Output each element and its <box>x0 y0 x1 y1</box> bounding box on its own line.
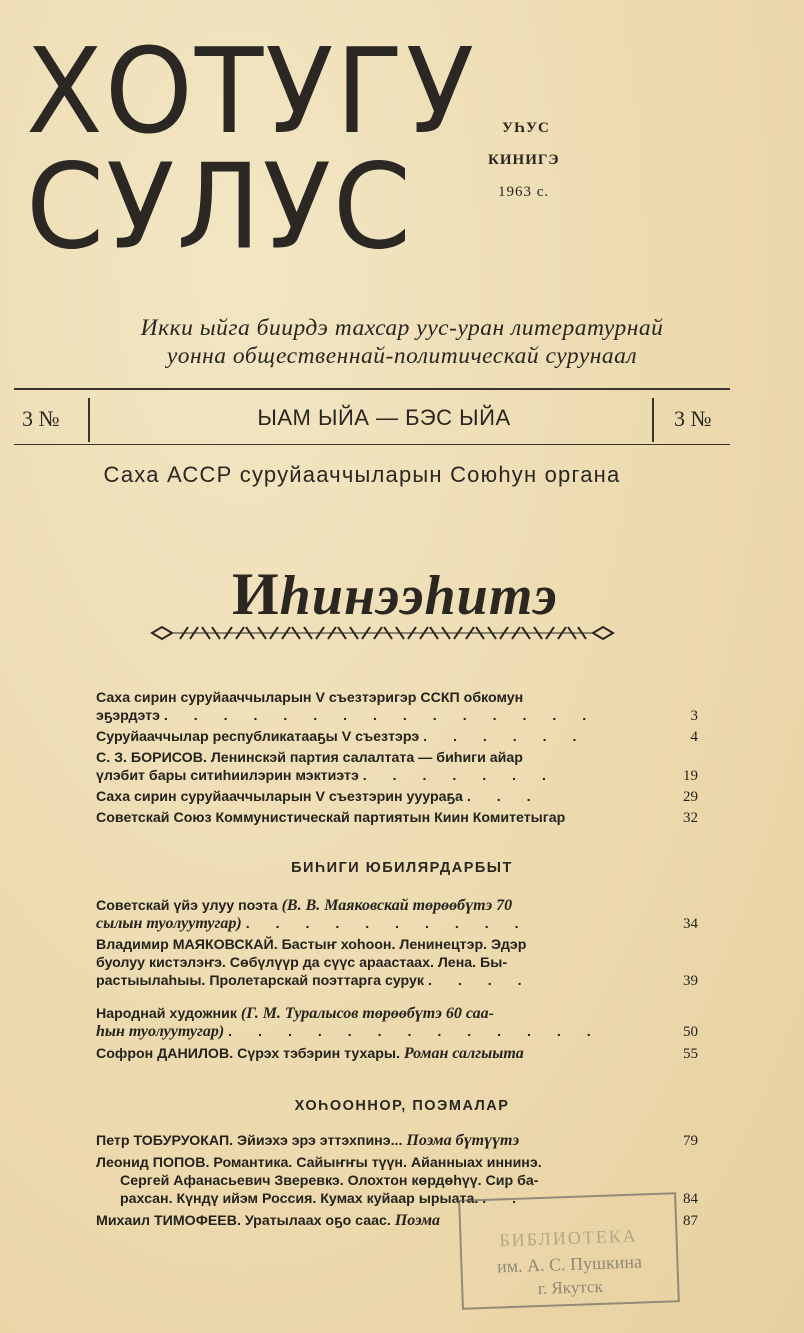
toc-page-number: 34 <box>683 916 698 932</box>
poem-entry-2-cont2: рахсан. Күндү ийэм Россия. Кумах куйаар ырыата. . . 84 <box>120 1191 698 1207</box>
toc-entry-4: Саха сирин суруйааччыларын V съезтэрин ууураҕа . . . 29 <box>96 789 698 805</box>
toc-entry-text: Петр ТОБУРУОКАП. Эйиэхэ эрэ эттэхпинэ... <box>96 1133 403 1149</box>
poem-entry-2 <box>96 1153 706 1173</box>
issue-number-left: 3 № <box>22 406 60 431</box>
toc-entry-text: үлэбит бары ситиһиилэрин мэктиэтэ <box>96 768 359 784</box>
toc-entry-2: Суруйааччылар республикатааҕы V съезтэрэ . . . . . . 4 <box>96 729 698 745</box>
toc-entry-text: растыылаһыы. Пролетарскай поэттарга сурук <box>96 973 425 989</box>
toc-entry-text: буолуу кистэлэҥэ. Сөбүлүүр да сүүс араастаах. Лена. Бы- <box>96 955 508 971</box>
toc-page-number: 50 <box>683 1024 698 1040</box>
stamp-line-3: г. Якутск <box>537 1276 604 1299</box>
toc-entry-text: Суруйааччылар республикатааҕы V съезтэрэ <box>96 729 420 745</box>
jubilee-entry-3 <box>96 1004 706 1024</box>
toc-entry-text: рахсан. Күндү ийэм Россия. Кумах куйаар ырыата. <box>120 1191 479 1207</box>
jubilee-entry-2-cont2: растыылаһыы. Пролетарскай поэттарга сурук . . . . 39 <box>96 973 698 989</box>
toc-entry-text: Саха сирин суруйааччыларын V съезтэригэр ССКП обкомун <box>96 690 524 706</box>
jubilee-entry-4 <box>96 1044 706 1064</box>
toc-page-number: 87 <box>683 1213 698 1229</box>
issue-months: ЫАМ ЫЙА — БЭС ЫЙА <box>257 405 511 430</box>
toc-entry-text: Советскай Союз Коммунистическай партиятын Киин Комитетыгар <box>96 810 566 826</box>
toc-entry-text: Советскай үйэ улуу поэта <box>96 898 278 914</box>
stamp-line-2: им. А. С. Пушкина <box>496 1251 643 1277</box>
issue-number-right: 3 № <box>674 406 712 431</box>
toc-page-number: 79 <box>683 1133 698 1149</box>
toc-page-number: 84 <box>683 1191 698 1207</box>
toc-page-number: 55 <box>683 1046 698 1062</box>
toc-entry-text: Софрон ДАНИЛОВ. Сүрэх тэбэрин тухары. <box>96 1046 400 1062</box>
issue-bar <box>14 396 730 444</box>
toc-entry-italic: Роман салгыыта <box>403 1045 524 1062</box>
poem-entry-2-cont <box>120 1171 706 1191</box>
toc-entry-text: С. З. БОРИСОВ. Ленинскэй партия салалтата — биһиги айар <box>96 750 523 766</box>
toc-entry-1-cont: эҕэрдэтэ . . . . . . . . . . . . . . . 3 <box>96 708 698 724</box>
jubilee-entry-1-cont: сылын туолуутугар) . . . . . . . . . . 34 <box>96 915 698 932</box>
toc-page-number: 4 <box>690 729 698 745</box>
publisher-line-1: УҺУС <box>502 120 550 136</box>
masthead-line-2: СУЛУС <box>26 139 414 276</box>
toc-entry-1 <box>96 688 706 708</box>
issue-divider-left <box>88 398 90 442</box>
subtitle-line-2: уонна общественнай-политическай сурунаал <box>166 343 638 369</box>
toc-entry-text: Владимир МАЯКОВСКАЙ. Бастыҥ хоһоон. Ленинецтэр. Эдэр <box>96 937 527 953</box>
bottom-rule <box>14 444 730 445</box>
journal-subtitle <box>0 314 804 370</box>
toc-entry-italic: Поэма <box>394 1212 441 1229</box>
toc-entry-text: эҕэрдэтэ <box>96 708 160 724</box>
jubilee-entry-1 <box>96 896 706 916</box>
poem-entry-1 <box>96 1131 706 1151</box>
toc-entry-text: Народнай художник <box>96 1006 237 1022</box>
library-stamp <box>458 1192 680 1310</box>
journal-masthead <box>26 24 477 276</box>
toc-page-number: 32 <box>683 810 698 826</box>
stamp-line-1: БИБЛИОТЕКА <box>499 1225 639 1251</box>
toc-entry-text: Леонид ПОПОВ. Романтика. Сайыҥҥы түүн. Айанныах иннинэ. <box>96 1155 542 1171</box>
toc-entry-3-cont: үлэбит бары ситиһиилэрин мэктиэтэ . . . . . . . 19 <box>96 768 698 784</box>
jubilee-entry-2 <box>96 935 706 955</box>
issue-divider-right <box>652 398 654 442</box>
contents-heading-cap: И <box>232 561 280 627</box>
organ-line: Саха АССР суруйааччыларын Союһун органа <box>103 462 621 487</box>
toc-entry-italic: (Г. М. Туралысов төрөөбүтэ 60 саа- <box>240 1005 494 1022</box>
subtitle-line-1: Икки ыйга биирдэ тахсар уус-уран литературнай <box>140 315 664 341</box>
toc-page-number: 19 <box>683 768 698 784</box>
contents-heading-rest: һинээһитэ <box>279 565 558 627</box>
masthead-line-1: ХОТУГУ <box>26 24 477 161</box>
toc-entry-text: Сергей Афанасьевич Зверевкэ. Олохтон көрдөһүү. Сир ба- <box>120 1173 539 1189</box>
toc-entry-3 <box>96 748 706 768</box>
top-rule <box>14 388 730 390</box>
section-heading-poems: ХОҺООННОР, ПОЭМАЛАР <box>294 1098 510 1114</box>
publisher-block <box>488 112 598 208</box>
toc-page-number: 3 <box>690 708 698 724</box>
toc-entry-text: Михаил ТИМОФЕЕВ. Уратылаах оҕо саас. <box>96 1213 391 1229</box>
ornament-divider-icon <box>150 625 615 641</box>
toc-page-number: 29 <box>683 789 698 805</box>
toc-entry-italic: Поэма бүтүүтэ <box>406 1132 520 1149</box>
toc-entry-italic: (В. В. Маяковскай төрөөбүтэ 70 <box>281 897 513 914</box>
toc-entry-italic: сылын туолуутугар) <box>96 915 242 932</box>
publisher-year: 1963 с. <box>498 184 550 200</box>
toc-entry-text: Саха сирин суруйааччыларын V съезтэрин ууураҕа <box>96 789 463 805</box>
publisher-line-2: КИНИГЭ <box>488 152 560 168</box>
toc-entry-italic: һын туолуутугар) <box>96 1023 225 1040</box>
contents-heading <box>232 560 558 629</box>
jubilee-entry-2-cont <box>96 953 706 973</box>
toc-entry-5 <box>96 808 706 828</box>
jubilee-entry-3-cont: һын туолуутугар) . . . . . . . . . . . . . 50 <box>96 1023 698 1040</box>
section-heading-jubilee: БИҺИГИ ЮБИЛЯРДАРБЫТ <box>291 860 513 876</box>
toc-page-number: 39 <box>683 973 698 989</box>
